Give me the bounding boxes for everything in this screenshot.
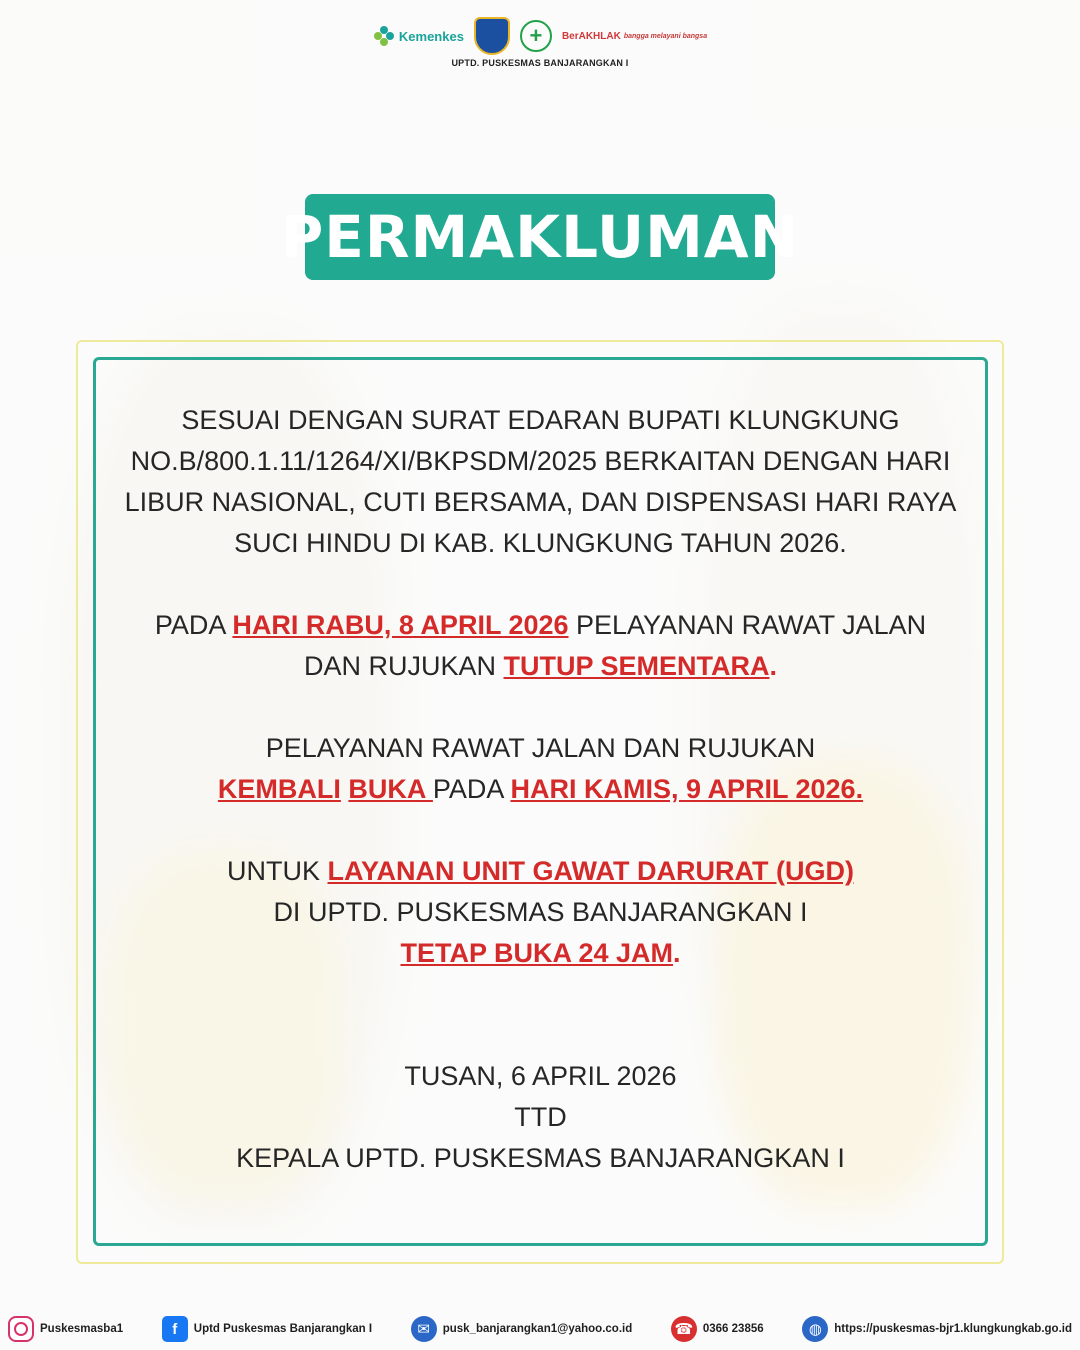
para2-pre: PADA (154, 610, 233, 640)
website-url: https://puskesmas-bjr1.klungkungkab.go.id (834, 1323, 1072, 1335)
instagram-icon (8, 1316, 34, 1342)
footer-website[interactable] (802, 1316, 1072, 1342)
kemenkes-label: Kemenkes (398, 28, 464, 44)
footer-phone[interactable] (671, 1316, 764, 1342)
kemenkes-icon (373, 25, 395, 47)
para1-line1: SESUAI DENGAN SURAT EDARAN BUPATI KLUNGKUNG (181, 405, 900, 435)
closed-date: HARI RABU, 8 APRIL 2026 (232, 610, 569, 640)
header (0, 16, 1080, 68)
globe-icon: ◍ (802, 1316, 828, 1342)
facebook-icon: f (162, 1316, 188, 1342)
para4-line2: DI UPTD. PUSKESMAS BANJARANGKAN I (273, 897, 808, 927)
title-banner (280, 194, 800, 280)
para3-pada: PADA (432, 774, 511, 804)
footer-email[interactable] (411, 1316, 633, 1342)
phone-icon: ☎ (671, 1316, 697, 1342)
para4-line3 (96, 933, 985, 974)
reopen-date: HARI KAMIS, 9 APRIL 2026. (510, 774, 864, 804)
closed-status: TUTUP SEMENTARA (503, 651, 770, 681)
instagram-handle: Puskesmasba1 (40, 1323, 124, 1335)
para1-line3: LIBUR NASIONAL, CUTI BERSAMA, DAN DISPENSASI HARI RAYA (124, 487, 957, 517)
announcement-body (96, 400, 985, 1179)
email-icon: ✉ (411, 1316, 437, 1342)
para2-mid: PELAYANAN RAWAT JALAN (568, 610, 927, 640)
berakhlak-label: BerAKHLAK (561, 30, 621, 42)
reopen-buka: BUKA (348, 774, 433, 804)
para4-end: . (673, 938, 681, 968)
page-title: PERMAKLUMAN (280, 203, 800, 271)
para2-line1 (96, 605, 985, 646)
para1-line4: SUCI HINDU DI KAB. KLUNGKUNG TAHUN 2026. (234, 528, 847, 558)
footer-facebook[interactable] (162, 1316, 372, 1342)
facebook-page: Uptd Puskesmas Banjarangkan I (193, 1323, 373, 1335)
para4-pre: UNTUK (227, 856, 328, 886)
klungkung-seal-icon (474, 17, 510, 55)
phone-number: 0366 23856 (702, 1323, 764, 1335)
signature-ttd: TTD (514, 1102, 567, 1132)
footer (0, 1313, 1080, 1345)
para3-line1: PELAYANAN RAWAT JALAN DAN RUJUKAN (265, 733, 816, 763)
berakhlak-logo (562, 31, 707, 42)
para2-end: . (769, 651, 778, 681)
signature-signer: KEPALA UPTD. PUSKESMAS BANJARANGKAN I (236, 1143, 845, 1173)
para1-line2: NO.B/800.1.11/1264/XI/BKPSDM/2025 BERKAITAN DENGAN HARI (130, 446, 951, 476)
ugd-open-status: TETAP BUKA 24 JAM (400, 938, 674, 968)
email-address: pusk_banjarangkan1@yahoo.co.id (442, 1323, 633, 1335)
ugd-service: LAYANAN UNIT GAWAT DARURAT (UGD) (327, 856, 854, 886)
footer-instagram[interactable] (8, 1316, 123, 1342)
para2-line2 (96, 646, 985, 687)
para2-line2-pre: DAN RUJUKAN (303, 651, 504, 681)
kemenkes-logo (373, 25, 464, 47)
reopen-kembali: KEMBALI (217, 774, 341, 804)
health-cross-icon: + (520, 20, 552, 52)
para4-line1 (96, 851, 985, 892)
para3-line2 (96, 769, 985, 810)
logo-row (0, 16, 1080, 56)
bangga-melayani-label: bangga melayani bangsa (623, 32, 708, 40)
signature-place-date: TUSAN, 6 APRIL 2026 (404, 1061, 677, 1091)
header-org-name: UPTD. PUSKESMAS BANJARANGKAN I (451, 58, 629, 68)
